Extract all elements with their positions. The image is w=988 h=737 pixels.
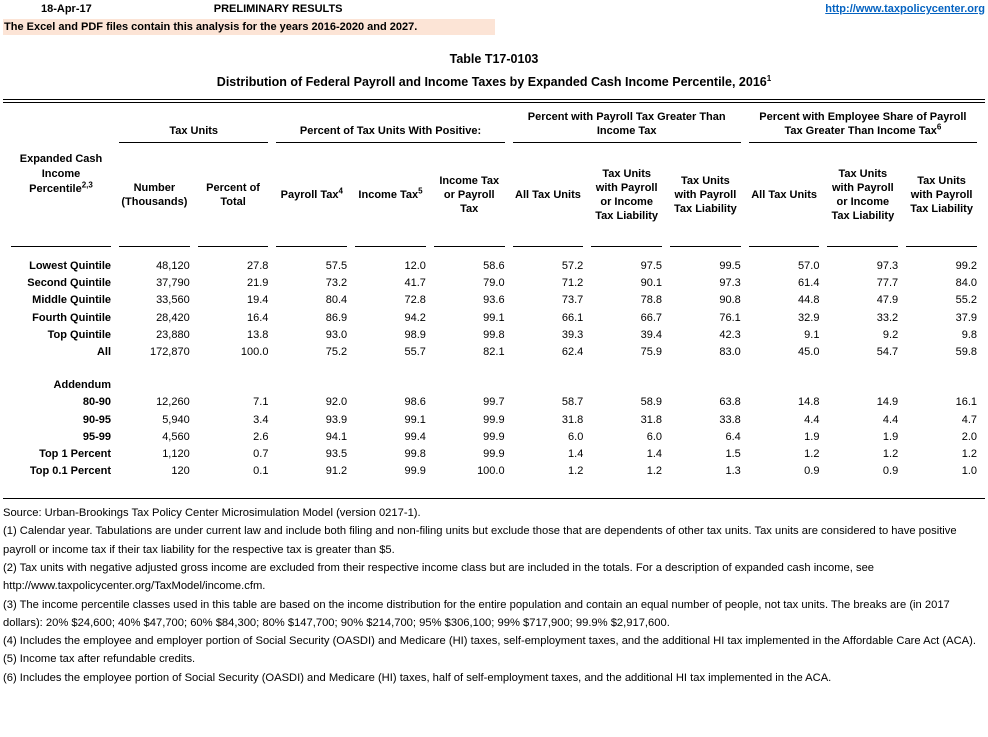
value-cell: 6.0	[568, 430, 584, 443]
footnote-4: (4) Includes the employee and employer portion of Social Security (OASDI) and Medicare (HI) taxes, self-employment taxes, and the additional HI tax implemented in the Affordable Care Act (ACA).	[3, 635, 976, 648]
value-cell: 16.1	[955, 396, 977, 409]
footnote-2: (2) Tax units with negative adjusted gross income are excluded from their respective income class but are included in the totals. For a description of expanded cash income, see http://www.taxpolicycenter.org/TaxModel/income.cfm.	[3, 561, 875, 593]
value-cell: 99.7	[483, 396, 505, 409]
value-cell: 14.8	[798, 396, 820, 409]
value-cell: 12,260	[156, 396, 190, 409]
value-cell: 1,120	[162, 447, 190, 460]
col-header-number-thousands	[119, 143, 190, 247]
value-cell: 99.1	[404, 413, 426, 426]
value-cell: 99.8	[483, 328, 505, 341]
value-cell: 33.2	[876, 311, 899, 324]
col-header-payroll-tax	[276, 143, 347, 247]
group-label: Percent with Payroll Tax Greater Than Income Tax	[527, 111, 726, 137]
value-cell	[513, 376, 584, 393]
value-cell: 93.0	[325, 328, 348, 341]
value-cell: 75.9	[640, 345, 663, 358]
value-cell: 86.9	[325, 311, 348, 324]
value-cell: 57.5	[325, 260, 348, 272]
table-row	[11, 393, 977, 410]
value-cell: 1.2	[646, 465, 663, 478]
value-cell: 97.5	[640, 260, 663, 272]
document-header	[3, 3, 985, 19]
value-cell: 9.8	[961, 328, 977, 341]
value-cell	[119, 376, 190, 393]
value-cell: 120	[171, 465, 190, 478]
value-cell: 19.4	[247, 294, 269, 307]
value-cell: 73.2	[325, 277, 348, 290]
value-cell	[434, 376, 505, 393]
column-footnote-marker: 4	[338, 185, 343, 195]
table-row	[11, 445, 977, 462]
value-cell: 2.6	[253, 430, 269, 443]
source-line: Source: Urban-Brookings Tax Policy Center Microsimulation Model (version 0217-1).	[3, 507, 421, 520]
value-cell	[906, 376, 977, 393]
table-row	[11, 308, 977, 325]
value-cell: 13.8	[247, 328, 269, 341]
footnote-6: (6) Includes the employee portion of Social Security (OASDI) and Medicare (HI) taxes, half of self-employment taxes, and the additional HI tax implemented in the ACA.	[3, 671, 832, 684]
col-header-units-payroll-liability-2	[906, 143, 977, 247]
value-cell: 7.1	[253, 396, 269, 409]
value-cell: 54.7	[876, 345, 899, 358]
value-cell: 42.3	[719, 328, 741, 341]
value-cell: 98.9	[404, 328, 426, 341]
value-cell: 1.3	[725, 465, 741, 478]
value-cell: 57.0	[798, 260, 820, 272]
col-header-units-payroll-or-income-liability-2	[827, 143, 898, 247]
value-cell: 9.1	[804, 328, 820, 341]
income-percentile-footnote-marker: 2,3	[81, 180, 93, 190]
col-header-units-payroll-or-income-liability-1	[591, 143, 662, 247]
value-cell: 27.8	[247, 260, 269, 272]
analysis-note-banner: The Excel and PDF files contain this analysis for the years 2016-2020 and 2027.	[3, 19, 495, 35]
value-cell: 71.2	[561, 277, 584, 290]
value-cell: 66.1	[561, 311, 584, 324]
value-cell: 1.2	[882, 447, 899, 460]
value-cell: 44.8	[798, 294, 820, 307]
value-cell: 31.8	[561, 413, 584, 426]
value-cell: 79.0	[483, 277, 505, 290]
value-cell: 33.8	[719, 413, 741, 426]
value-cell: 99.9	[483, 413, 505, 426]
col-header-all-tax-units-2	[749, 143, 820, 247]
value-cell: 94.1	[325, 430, 348, 443]
value-cell: 97.3	[876, 260, 899, 272]
value-cell: 3.4	[253, 413, 269, 426]
value-cell: 6.0	[646, 430, 663, 443]
row-label: Top Quintile	[47, 328, 111, 341]
value-cell	[276, 376, 347, 393]
value-cell: 55.2	[955, 294, 977, 307]
value-cell: 0.9	[804, 465, 820, 478]
footnotes-block	[3, 504, 985, 687]
value-cell: 0.1	[253, 465, 269, 478]
table-row	[11, 410, 977, 427]
value-cell	[591, 376, 662, 393]
table-row	[11, 291, 977, 308]
row-label: 90-95	[82, 413, 111, 426]
value-cell: 99.5	[719, 260, 741, 272]
value-cell	[198, 376, 269, 393]
value-cell	[670, 376, 741, 393]
col-header-income-percentile	[11, 103, 111, 247]
column-label: Number (Thousands)	[121, 181, 188, 208]
value-cell	[827, 376, 898, 393]
value-cell: 100.0	[477, 465, 505, 478]
distribution-table	[3, 103, 985, 479]
group-label: Percent with Employee Share of Payroll Tax Greater Than Income Tax	[759, 111, 967, 137]
group-header-row	[11, 103, 977, 143]
value-cell: 37,790	[156, 277, 190, 290]
value-cell: 58.6	[483, 260, 505, 272]
table-row	[11, 376, 977, 393]
column-label: All Tax Units	[515, 188, 581, 201]
value-cell: 73.7	[561, 294, 584, 307]
preliminary-results-label: PRELIMINARY RESULTS	[213, 3, 343, 15]
footnote-3: (3) The income percentile classes used in this table are based on the income distribution for the entire population and contain an equal number of people, not tax units. The breaks are (in 2017 dollars): 20% $24,600; 40% $47,700; 60% $84,300; 80% $147,700; 90% $214,700; 95% $306,100; 99% $717,900; 99.9% $2,917,600.	[3, 598, 950, 629]
value-cell: 41.7	[404, 277, 426, 290]
table-row	[11, 326, 977, 343]
row-label: All	[96, 345, 111, 358]
value-cell	[355, 376, 426, 393]
report-date: 18-Apr-17	[41, 3, 92, 15]
group-header-percent-positive	[276, 103, 504, 143]
value-cell: 1.9	[804, 430, 820, 443]
value-cell: 90.8	[719, 294, 741, 307]
row-label: Second Quintile	[27, 277, 111, 290]
table-main-title-text: Distribution of Federal Payroll and Income Taxes by Expanded Cash Income Percentile, 2016	[216, 75, 767, 89]
value-cell: 58.7	[561, 396, 584, 409]
value-cell: 47.9	[876, 294, 899, 307]
column-label: All Tax Units	[751, 188, 818, 201]
table-row	[11, 462, 977, 479]
value-cell: 90.1	[640, 277, 663, 290]
value-cell: 16.4	[247, 311, 269, 324]
table-number-title: Table T17-0103	[449, 52, 539, 66]
table-bottom-spacer	[3, 479, 985, 498]
taxpolicycenter-link[interactable]: http://www.taxpolicycenter.org	[825, 3, 985, 15]
row-label: Lowest Quintile	[29, 260, 111, 272]
value-cell: 4.7	[961, 413, 977, 426]
value-cell: 100.0	[240, 345, 269, 358]
value-cell: 6.4	[725, 430, 741, 443]
group-footnote-marker: 6	[936, 122, 942, 132]
value-cell: 1.0	[961, 465, 977, 478]
column-header-row	[11, 143, 977, 247]
value-cell: 93.9	[325, 413, 348, 426]
value-cell: 75.2	[325, 345, 348, 358]
income-percentile-label: Expanded Cash Income Percentile	[19, 153, 103, 195]
value-cell: 172,870	[149, 345, 190, 358]
value-cell: 99.9	[483, 430, 505, 443]
group-label: Tax Units	[169, 125, 219, 137]
value-cell	[749, 376, 820, 393]
row-label: Addendum	[53, 379, 111, 392]
value-cell: 57.2	[561, 260, 584, 272]
value-cell: 55.7	[404, 345, 426, 358]
value-cell: 80.4	[325, 294, 348, 307]
value-cell: 93.6	[483, 294, 505, 307]
value-cell: 99.4	[404, 430, 426, 443]
value-cell: 1.2	[804, 447, 820, 460]
value-cell: 39.4	[640, 328, 663, 341]
value-cell: 99.8	[404, 447, 426, 460]
value-cell: 14.9	[876, 396, 899, 409]
table-row	[11, 343, 977, 360]
table-row	[11, 274, 977, 291]
value-cell: 4.4	[882, 413, 899, 426]
value-cell: 2.0	[961, 430, 977, 443]
value-cell: 39.3	[561, 328, 584, 341]
value-cell: 77.7	[876, 277, 899, 290]
table-body	[11, 247, 977, 479]
value-cell: 92.0	[325, 396, 348, 409]
column-label: Tax Units with Payroll or Income Tax Liability	[595, 167, 659, 222]
column-label: Tax Units with Payroll or Income Tax Liability	[831, 167, 895, 222]
value-cell: 45.0	[798, 345, 820, 358]
value-cell: 23,880	[156, 328, 190, 341]
group-header-employee-share-greater	[749, 103, 977, 143]
title-block	[3, 52, 985, 89]
row-label: Fourth Quintile	[32, 311, 111, 324]
value-cell: 0.9	[882, 465, 899, 478]
col-header-income-tax	[355, 143, 426, 247]
value-cell: 93.5	[325, 447, 348, 460]
value-cell: 72.8	[404, 294, 426, 307]
value-cell: 94.2	[404, 311, 426, 324]
value-cell: 31.8	[640, 413, 663, 426]
row-label: 95-99	[82, 430, 111, 443]
col-header-percent-of-total	[198, 143, 269, 247]
value-cell: 32.9	[798, 311, 820, 324]
value-cell: 62.4	[561, 345, 584, 358]
column-label: Percent of Total	[206, 181, 260, 208]
value-cell: 84.0	[955, 277, 977, 290]
value-cell: 66.7	[640, 311, 663, 324]
column-label: Tax Units with Payroll Tax Liability	[674, 174, 737, 215]
value-cell: 37.9	[955, 311, 977, 324]
column-label: Income Tax or Payroll Tax	[439, 174, 500, 215]
spacer-cell	[11, 360, 977, 376]
value-cell: 82.1	[483, 345, 505, 358]
value-cell: 5,940	[162, 413, 190, 426]
value-cell: 1.4	[646, 447, 663, 460]
table-row	[11, 428, 977, 445]
col-header-all-tax-units-1	[513, 143, 584, 247]
footnote-1: (1) Calendar year. Tabulations are under current law and include both filing and non-filing units but exclude those that are dependents of other tax units. Tax units are considered to have positive payroll or income tax if their tax liability for the respective tax is greater than $5.	[3, 525, 957, 556]
value-cell: 9.2	[882, 328, 899, 341]
value-cell: 28,420	[156, 311, 190, 324]
row-label: Middle Quintile	[32, 294, 111, 307]
value-cell: 91.2	[325, 465, 348, 478]
value-cell: 76.1	[719, 311, 741, 324]
value-cell: 61.4	[798, 277, 820, 290]
spacer-row	[11, 360, 977, 376]
table-main-title	[3, 75, 985, 89]
table-row	[11, 247, 977, 274]
value-cell: 12.0	[404, 260, 426, 272]
value-cell: 4,560	[162, 430, 190, 443]
row-label: Top 1 Percent	[39, 447, 111, 460]
value-cell: 78.8	[640, 294, 663, 307]
value-cell: 83.0	[719, 345, 741, 358]
row-label: 80-90	[82, 396, 111, 409]
value-cell: 4.4	[804, 413, 820, 426]
value-cell: 99.9	[404, 465, 426, 478]
value-cell: 99.1	[483, 311, 505, 324]
table-bottom-rule	[3, 498, 985, 499]
column-label: Income Tax	[358, 188, 419, 201]
column-label: Tax Units with Payroll Tax Liability	[910, 174, 973, 215]
column-label: Payroll Tax	[280, 188, 339, 201]
row-label: Top 0.1 Percent	[29, 465, 111, 478]
value-cell: 1.2	[568, 465, 584, 478]
value-cell: 1.4	[568, 447, 584, 460]
column-footnote-marker: 5	[418, 185, 423, 195]
value-cell: 98.6	[404, 396, 426, 409]
value-cell: 21.9	[247, 277, 269, 290]
value-cell: 63.8	[719, 396, 741, 409]
value-cell: 58.9	[640, 396, 663, 409]
title-footnote-marker: 1	[766, 73, 772, 83]
value-cell: 0.7	[253, 447, 269, 460]
value-cell: 99.9	[483, 447, 505, 460]
value-cell: 97.3	[719, 277, 741, 290]
value-cell: 1.9	[882, 430, 899, 443]
group-header-payroll-greater	[513, 103, 741, 143]
value-cell: 59.8	[955, 345, 977, 358]
group-header-tax-units	[119, 103, 268, 143]
col-header-income-or-payroll-tax	[434, 143, 505, 247]
col-header-units-payroll-liability-1	[670, 143, 741, 247]
value-cell: 1.2	[961, 447, 977, 460]
group-label: Percent of Tax Units With Positive:	[299, 125, 482, 137]
value-cell: 99.2	[955, 260, 977, 272]
value-cell: 1.5	[725, 447, 741, 460]
footnote-5: (5) Income tax after refundable credits.	[3, 653, 196, 666]
value-cell: 48,120	[156, 260, 190, 272]
value-cell: 33,560	[156, 294, 190, 307]
